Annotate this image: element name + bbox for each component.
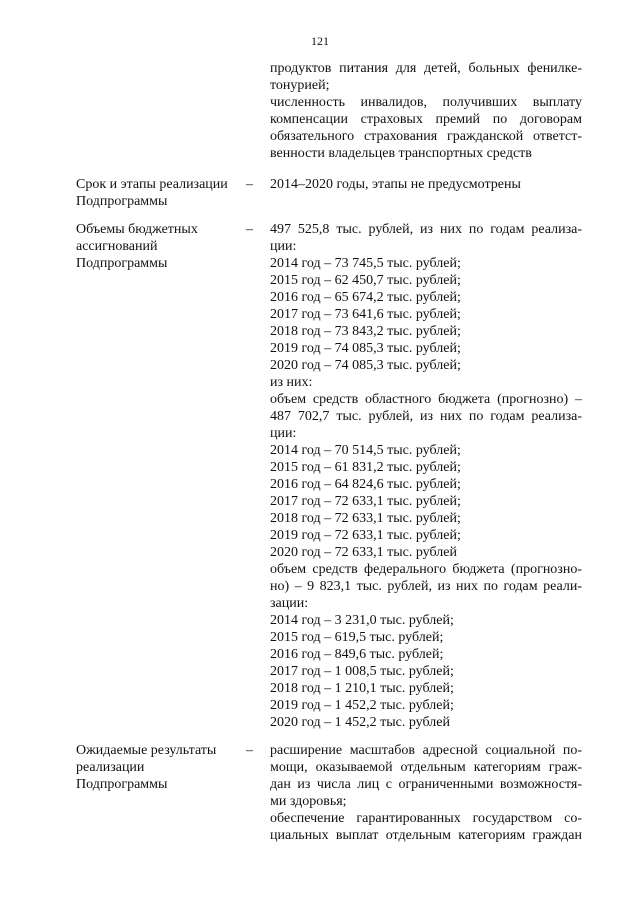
text-line: 497 525,8 тыс. рублей, из них по годам реализа- — [270, 222, 582, 237]
text-line: 2020 год – 74 085,3 тыс. рублей; — [270, 358, 461, 373]
text-line: зации: — [270, 596, 309, 611]
text-line: 2016 год – 849,6 тыс. рублей; — [270, 647, 444, 662]
label-line: Ожидаемые результаты — [76, 743, 217, 758]
text-line: дан из числа лиц с ограниченными возможностя- — [270, 777, 582, 792]
text-line: ции: — [270, 426, 297, 441]
label-line: Срок и этапы реализации — [76, 177, 228, 192]
row-label — [76, 176, 256, 210]
text-line: 2015 год – 61 831,2 тыс. рублей; — [270, 460, 461, 475]
text-line: тонурией; — [270, 78, 330, 93]
text-line: 2018 год – 72 633,1 тыс. рублей; — [270, 511, 461, 526]
text-line: 2016 год – 65 674,2 тыс. рублей; — [270, 290, 461, 305]
text-line: 487 702,7 тыс. рублей, из них по годам реализа- — [270, 409, 582, 424]
label-line: Объемы бюджетных — [76, 222, 198, 237]
row-label — [76, 221, 256, 272]
text-line: циальных выплат отдельным категориям граждан — [270, 828, 582, 843]
text-line: обеспечение гарантированных государством со- — [270, 811, 582, 826]
text-line: из них: — [270, 375, 313, 390]
text-line: 2016 год – 64 824,6 тыс. рублей; — [270, 477, 461, 492]
label-line: Подпрограммы — [76, 256, 168, 271]
text-line: 2018 год – 1 210,1 тыс. рублей; — [270, 681, 454, 696]
label-line: реализации — [76, 760, 145, 775]
text-line: 2014 год – 3 231,0 тыс. рублей; — [270, 613, 454, 628]
text-line: расширение масштабов адресной социальной по- — [270, 743, 582, 758]
row-value — [270, 176, 582, 193]
row-dash: – — [246, 177, 253, 192]
page-number: 121 — [311, 34, 329, 48]
text-line: объем средств федерального бюджета (прогнозно- — [270, 562, 582, 577]
text-line: обязательного страхования гражданской ответст- — [270, 129, 582, 144]
text-line: 2019 год – 72 633,1 тыс. рублей; — [270, 528, 461, 543]
text-line: продуктов питания для детей, больных фенилке- — [270, 61, 582, 76]
text-line: ми здоровья; — [270, 794, 347, 809]
text-line: 2019 год – 1 452,2 тыс. рублей; — [270, 698, 454, 713]
row-dash: – — [246, 743, 253, 758]
label-line: Подпрограммы — [76, 194, 168, 209]
text-line: 2015 год – 619,5 тыс. рублей; — [270, 630, 444, 645]
label-line: Подпрограммы — [76, 777, 168, 792]
text-line: 2020 год – 72 633,1 тыс. рублей — [270, 545, 457, 560]
text-line: 2017 год – 1 008,5 тыс. рублей; — [270, 664, 454, 679]
text-line: 2014 год – 73 745,5 тыс. рублей; — [270, 256, 461, 271]
label-line: ассигнований — [76, 239, 158, 254]
text-line: компенсации страховых премий по договорам — [270, 112, 582, 127]
text-line: объем средств областного бюджета (прогнозно) – — [270, 392, 582, 407]
text-line: 2015 год – 62 450,7 тыс. рублей; — [270, 273, 461, 288]
continuation-text — [270, 60, 582, 162]
row-value — [270, 742, 582, 844]
text-line: 2017 год – 73 641,6 тыс. рублей; — [270, 307, 461, 322]
text-line: мощи, оказываемой отдельным категориям граж- — [270, 760, 582, 775]
text-line: венности владельцев транспортных средств — [270, 146, 532, 161]
text-line: 2014–2020 годы, этапы не предусмотрены — [270, 177, 521, 192]
text-line: численность инвалидов, получивших выплату — [270, 95, 582, 110]
text-line: 2019 год – 74 085,3 тыс. рублей; — [270, 341, 461, 356]
text-line: 2017 год – 72 633,1 тыс. рублей; — [270, 494, 461, 509]
text-line: 2018 год – 73 843,2 тыс. рублей; — [270, 324, 461, 339]
row-label — [76, 742, 256, 793]
row-dash: – — [246, 222, 253, 237]
text-line: ции: — [270, 239, 297, 254]
text-line: но) – 9 823,1 тыс. рублей, из них по годам реали- — [270, 579, 582, 594]
text-line: 2020 год – 1 452,2 тыс. рублей — [270, 715, 450, 730]
row-value — [270, 221, 582, 731]
text-line: 2014 год – 70 514,5 тыс. рублей; — [270, 443, 461, 458]
